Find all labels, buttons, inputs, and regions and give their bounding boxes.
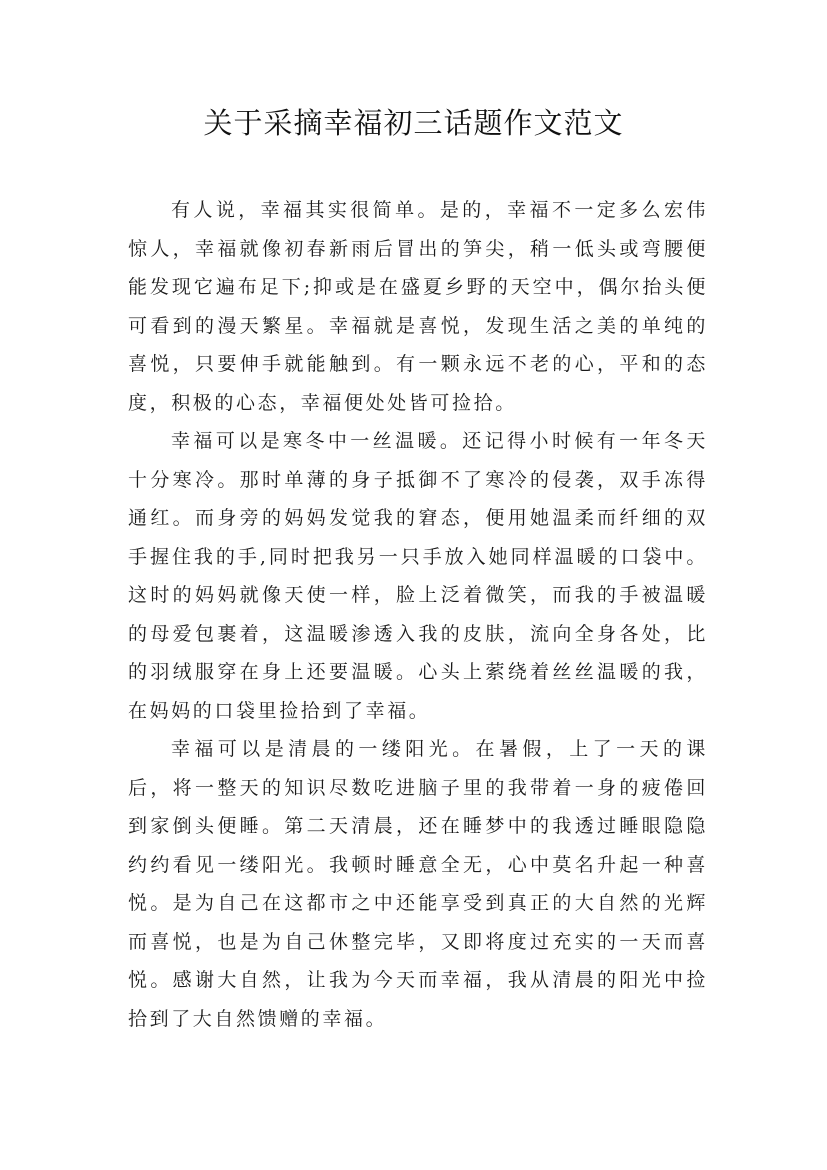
paragraph: 幸福可以是寒冬中一丝温暖。还记得小时候有一年冬天十分寒冷。那时单薄的身子抵御不了寒冷的侵袭，双手冻得通红。而身旁的妈妈发觉我的窘态，便用她温柔而纤细的双手握住我的手,同时把我另一只手放入她同样温暖的口袋中。这时的妈妈就像天使一样，脸上泛着微笑，而我的手被温暖的母爱包裹着，这温暖渗透入我的皮肤，流向全身各处，比的羽绒服穿在身上还要温暖。心头上萦绕着丝丝温暖的我，在妈妈的口袋里捡拾到了幸福。	[128, 430, 708, 722]
document-body	[128, 191, 708, 1038]
paragraph: 幸福可以是清晨的一缕阳光。在暑假，上了一天的课后，将一整天的知识尽数吃进脑子里的我带着一身的疲倦回到家倒头便睡。第二天清晨，还在睡梦中的我透过睡眼隐隐约约看见一缕阳光。我顿时睡意全无，心中莫名升起一种喜悦。是为自己在这都市之中还能享受到真正的大自然的光辉而喜悦，也是为自己休整完毕，又即将度过充实的一天而喜悦。感谢大自然，让我为今天而幸福，我从清晨的阳光中捡拾到了大自然馈赠的幸福。	[128, 738, 708, 1030]
paragraph: 有人说，幸福其实很简单。是的，幸福不一定多么宏伟惊人，幸福就像初春新雨后冒出的笋尖，稍一低头或弯腰便能发现它遍布足下;抑或是在盛夏乡野的天空中，偶尔抬头便可看到的漫天繁星。幸福就是喜悦，发现生活之美的单纯的喜悦，只要伸手就能触到。有一颗永远不老的心，平和的态度，积极的心态，幸福便处处皆可捡拾。	[128, 199, 708, 414]
document-title: 关于采摘幸福初三话题作文范文	[203, 106, 624, 140]
